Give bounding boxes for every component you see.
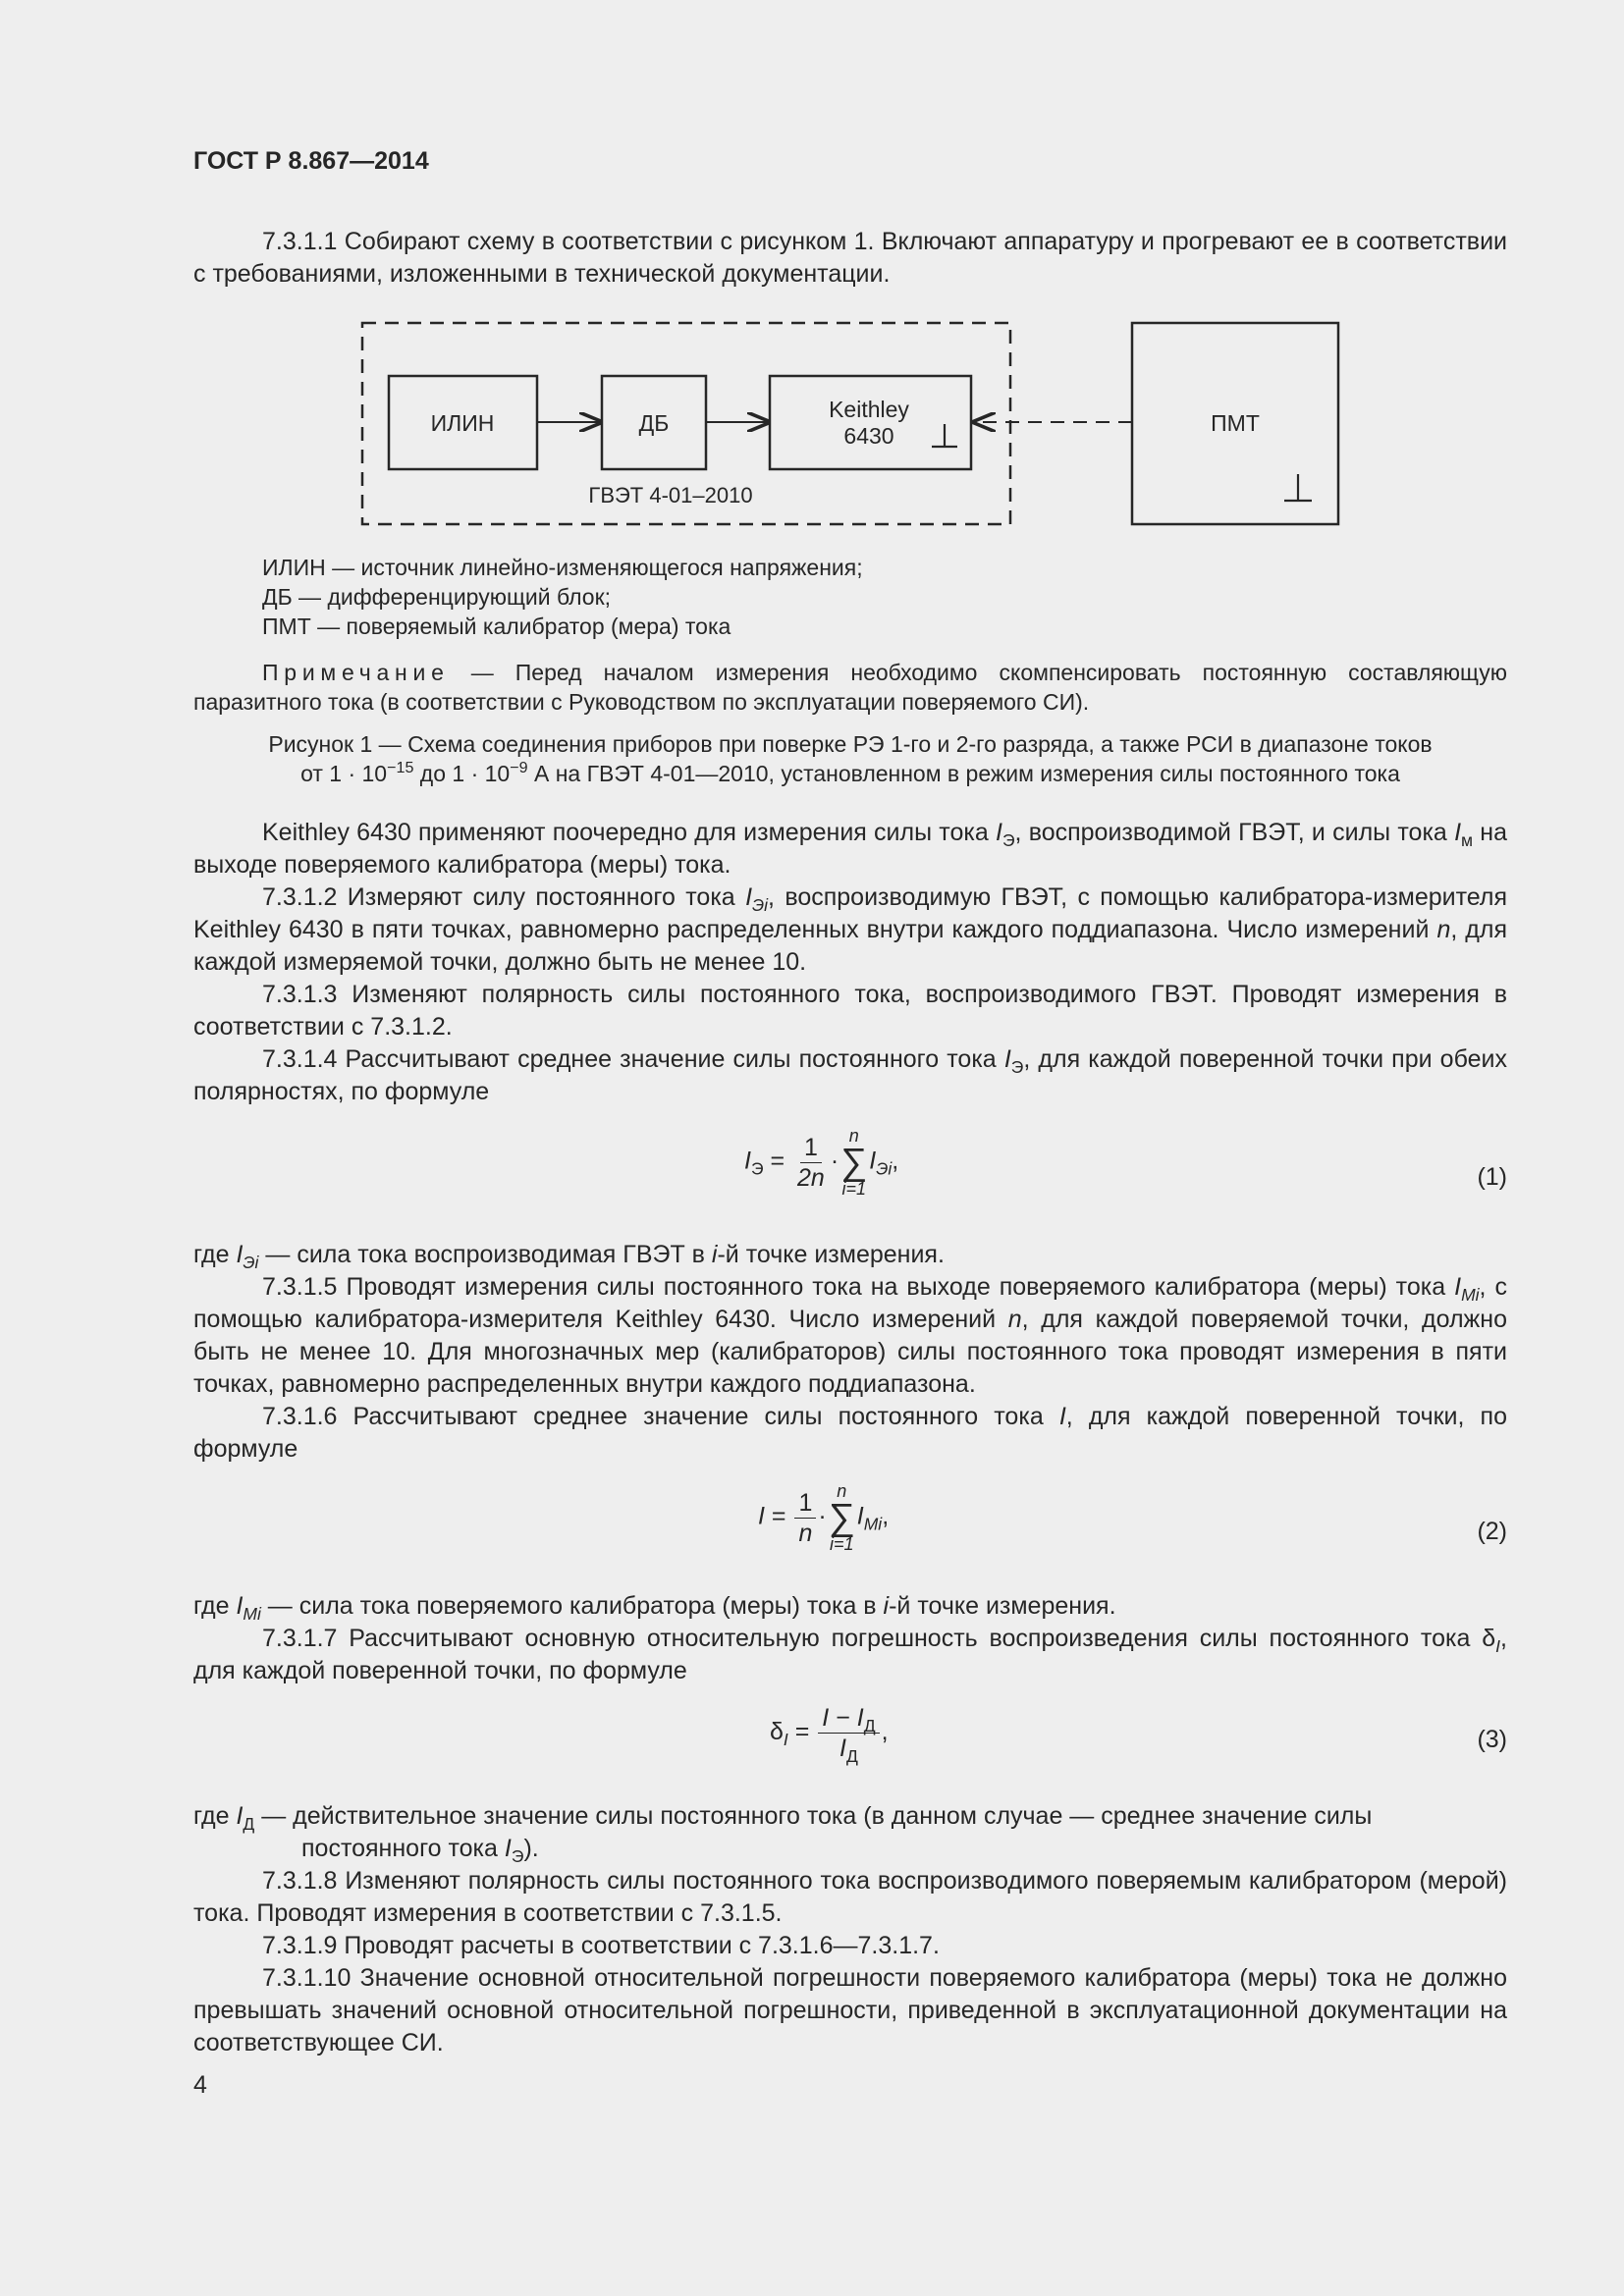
paragraph-7-3-1-3: 7.3.1.3 Изменяют полярность силы постоянного тока, воспроизводимого ГВЭТ. Проводят измерения в соответствии с 7.3.1.2. bbox=[193, 981, 1507, 1041]
note-text: — Перед началом измерения необходимо скомпенсировать постоянную составляющую паразитного тока (в соответствии с Руководством по эксплуатации поверяемого СИ). bbox=[193, 660, 1507, 715]
paragraph-7-3-1-2: 7.3.1.2 Измеряют силу постоянного тока $I_{Эi}$, воспроизводимую ГВЭТ, с помощью калибратора-измерителя Keithley 6430 в пяти точках, равномерно распределенных внутри каждого поддиапазона. Число измерений n, для каждой измеряемой точки, должно быть не менее 10. bbox=[193, 883, 1508, 976]
figure-caption-line2: от $1 \cdot 10^{-15}$ до $1 \cdot 10^{-9}$ А на ГВЭТ 4-01—2010, установленном в режим измерения силы постоянного тока bbox=[300, 759, 1400, 786]
where-clause-3: где $I_Д$ — действительное значение силы постоянного тока (в данном случае — среднее значение силы bbox=[193, 1802, 1373, 1835]
paragraph-7-3-1-5: 7.3.1.5 Проводят измерения силы постоянного тока на выходе поверяемого калибратора (меры) тока $I_{Мi}$, с помощью калибратора-измерителя Keithley 6430. Число измерений n, для каждой поверяемой точки, должно быть не менее 10. Для многозначных мер (калибраторов) силы постоянного тока проводят измерения в пяти точках, равномерно распределенных внутри каждого поддиапазона. bbox=[193, 1273, 1507, 1398]
paragraph-7-3-1-1: 7.3.1.1 Собирают схему в соответствии с рисунком 1. Включают аппаратуру и прогревают ее в соответствии с требованиями, изложенными в технической документации. bbox=[193, 228, 1507, 288]
ilin-label: ИЛИН bbox=[430, 410, 495, 436]
pmt-label: ПМТ bbox=[1211, 410, 1260, 436]
document-header: ГОСТ Р 8.867—2014 bbox=[193, 147, 429, 175]
where-clause-1: где $I_{Эi}$ — сила тока воспроизводимая ГВЭТ в i-й точке измерения. bbox=[193, 1241, 945, 1273]
legend-ilin: ИЛИН — источник линейно-изменяющегося напряжения; bbox=[262, 555, 863, 580]
where-clause-2: где $I_{Мi}$ — сила тока поверяемого калибратора (меры) тока в i-й точке измерения. bbox=[193, 1592, 1116, 1625]
paragraph-keithley-usage: Keithley 6430 применяют поочередно для измерения силы тока $I_Э$, воспроизводимой ГВЭТ, и силы тока $I_м$ на выходе поверяемого калибратора (меры) тока. bbox=[193, 819, 1508, 879]
legend-pmt: ПМТ — поверяемый калибратор (мера) тока bbox=[262, 614, 731, 639]
formula-1: $I_Э$ = $\frac{1}{2n}$ · n ∑ i=1 $I_{Эi}$, bbox=[744, 1126, 899, 1199]
legend-db: ДБ — дифференцирующий блок; bbox=[262, 584, 612, 610]
figure-note bbox=[193, 658, 1507, 717]
gvet-group-label: ГВЭТ 4-01–2010 bbox=[588, 483, 753, 507]
keithley-label-line1: Keithley bbox=[829, 397, 909, 422]
pmt-ground-icon bbox=[1284, 474, 1312, 501]
where-clause-3-continuation: постоянного тока $I_Э$). bbox=[301, 1835, 539, 1867]
formula-2: I = $\frac{1}{n}$ · n ∑ i=1 $I_{Мi}$, bbox=[758, 1481, 890, 1554]
db-label: ДБ bbox=[638, 410, 670, 436]
paragraph-7-3-1-7: 7.3.1.7 Рассчитывают основную относительную погрешность воспроизведения силы постоянного тока $\delta_I$, для каждой поверенной точки, по формуле bbox=[193, 1625, 1507, 1684]
figure-caption-line1: Рисунок 1 — Схема соединения приборов при поверке РЭ 1-го и 2-го разряда, а также РСИ в диапазоне токов bbox=[268, 731, 1433, 757]
keithley-ground-icon bbox=[932, 424, 957, 447]
page-number: 4 bbox=[193, 2071, 207, 2099]
paragraph-7-3-1-4: 7.3.1.4 Рассчитывают среднее значение силы постоянного тока $I_Э$, для каждой поверенной точки при обеих полярностях, по формуле bbox=[193, 1045, 1507, 1105]
note-label: Примечание bbox=[262, 660, 450, 685]
equation-number-3: (3) bbox=[1477, 1726, 1507, 1753]
paragraph-7-3-1-9: 7.3.1.9 Проводят расчеты в соответствии с 7.3.1.6—7.3.1.7. bbox=[262, 1932, 940, 1959]
circuit-diagram bbox=[353, 314, 1355, 530]
paragraph-7-3-1-6: 7.3.1.6 Рассчитывают среднее значение силы постоянного тока I, для каждой поверенной точки, по формуле bbox=[193, 1403, 1507, 1463]
keithley-label-line2: 6430 bbox=[843, 423, 894, 449]
paragraph-7-3-1-8: 7.3.1.8 Изменяют полярность силы постоянного тока воспроизводимого поверяемым калибратором (мерой) тока. Проводят измерения в соответствии с 7.3.1.5. bbox=[193, 1867, 1507, 1927]
equation-number-2: (2) bbox=[1477, 1518, 1507, 1545]
formula-3: $\delta_I$ = $\frac{I - I_Д}{I_Д}$ , bbox=[770, 1704, 889, 1767]
paragraph-7-3-1-10: 7.3.1.10 Значение основной относительной погрешности поверяемого калибратора (меры) тока не должно превышать значений основной относительной погрешности, приведенной в эксплуатационной документации на соответствующее СИ. bbox=[193, 1964, 1507, 2056]
equation-number-1: (1) bbox=[1477, 1163, 1507, 1191]
